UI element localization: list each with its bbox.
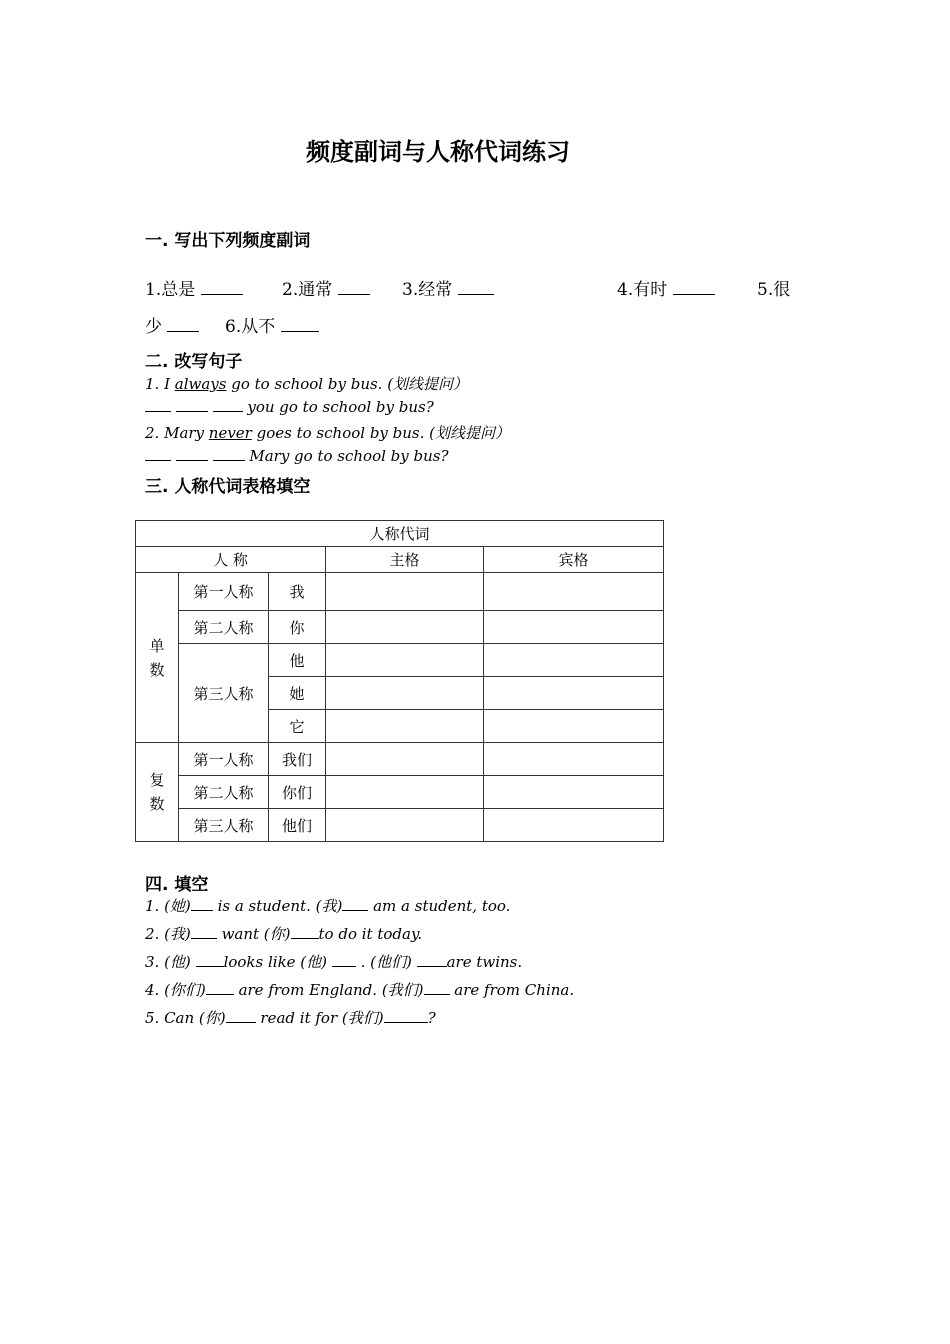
section3-heading: 三. 人称代词表格填空 [145, 477, 311, 497]
question-item: 2.通常 [282, 275, 370, 300]
fill-line-3: 3. (他) looks like (他) . (他们) are twins. [145, 953, 523, 971]
singular-label: 单 数 [136, 573, 179, 743]
answer-cell[interactable] [326, 573, 484, 611]
person-label: 第一人称 [179, 573, 269, 611]
person-label: 第三人称 [179, 809, 269, 842]
answer-cell[interactable] [484, 743, 664, 776]
frequency-row-1 [145, 275, 845, 299]
answer-cell[interactable] [326, 677, 484, 710]
answer-cell[interactable] [484, 573, 664, 611]
header-subject: 主格 [326, 547, 484, 573]
section1-heading: 一. 写出下列频度副词 [145, 231, 311, 251]
answer-cell[interactable] [484, 611, 664, 644]
pronoun-label: 他 [269, 644, 326, 677]
plural-label: 复 数 [136, 743, 179, 842]
answer-cell[interactable] [326, 710, 484, 743]
answer-cell[interactable] [326, 743, 484, 776]
fill-line-2: 2. (我) want (你) to do it today. [145, 925, 423, 943]
answer-cell[interactable] [326, 611, 484, 644]
rewrite-question-2: 2. Mary never goes to school by bus. (划线提问） [145, 424, 511, 442]
question-item: 少 [145, 312, 199, 337]
question-item: 4.有时 [617, 275, 715, 300]
fill-line-4: 4. (你们) are from England. (我们) are from China. [145, 981, 575, 999]
rewrite-answer-1: you go to school by bus? [145, 397, 434, 416]
answer-cell[interactable] [484, 776, 664, 809]
answer-cell[interactable] [326, 776, 484, 809]
person-label: 第三人称 [179, 644, 269, 743]
table-title: 人称代词 [136, 521, 664, 547]
pronoun-label: 它 [269, 710, 326, 743]
pronoun-label: 你 [269, 611, 326, 644]
answer-cell[interactable] [484, 710, 664, 743]
header-person: 人 称 [136, 547, 326, 573]
answer-cell[interactable] [484, 809, 664, 842]
rewrite-question-1: 1. I always go to school by bus. (划线提问） [145, 375, 469, 393]
person-label: 第一人称 [179, 743, 269, 776]
answer-cell[interactable] [326, 809, 484, 842]
pronoun-label: 你们 [269, 776, 326, 809]
question-item: 5.很 [757, 280, 791, 300]
fill-line-1: 1. (她) is a student. (我) am a student, too. [145, 897, 511, 915]
pronoun-label: 我 [269, 573, 326, 611]
question-item: 1.总是 [145, 275, 243, 300]
answer-cell[interactable] [484, 677, 664, 710]
person-label: 第二人称 [179, 776, 269, 809]
pronoun-label: 我们 [269, 743, 326, 776]
question-item: 3.经常 [402, 275, 494, 300]
section4-heading: 四. 填空 [145, 875, 209, 895]
fill-line-5: 5. Can (你) read it for (我们) ? [145, 1009, 436, 1027]
header-object: 宾格 [484, 547, 664, 573]
person-label: 第二人称 [179, 611, 269, 644]
pronoun-label: 他们 [269, 809, 326, 842]
page-title: 频度副词与人称代词练习 [306, 138, 570, 166]
question-item: 6.从不 [225, 312, 319, 337]
section2-heading: 二. 改写句子 [145, 352, 243, 372]
pronoun-table [135, 520, 664, 842]
frequency-row-2 [145, 312, 845, 336]
pronoun-label: 她 [269, 677, 326, 710]
answer-cell[interactable] [326, 644, 484, 677]
answer-cell[interactable] [484, 644, 664, 677]
rewrite-answer-2: Mary go to school by bus? [145, 446, 449, 465]
